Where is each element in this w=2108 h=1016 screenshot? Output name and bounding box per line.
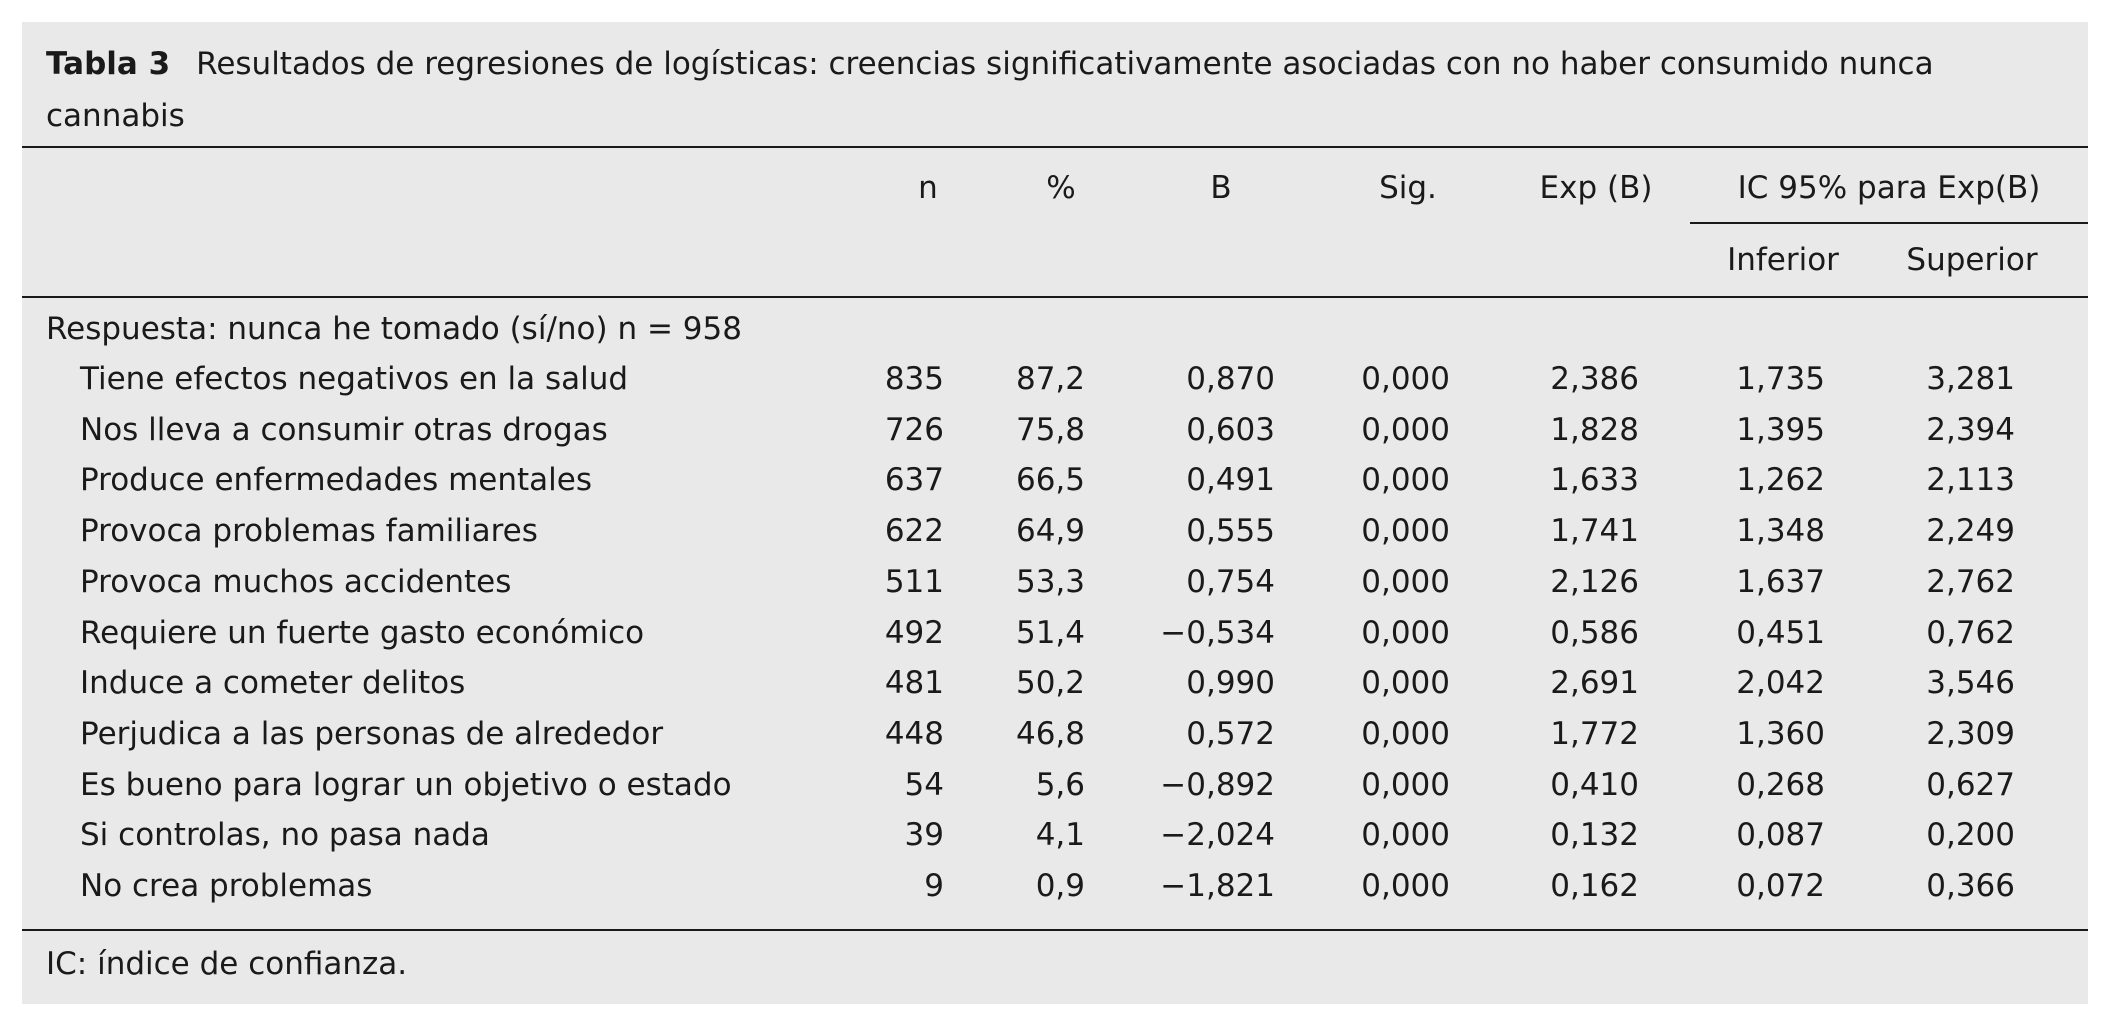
cell-sig: 0,000: [1361, 462, 1450, 498]
cell-b: −1,821: [1160, 868, 1275, 904]
cell-pct: 51,4: [1015, 615, 1085, 651]
cell-b: −2,024: [1160, 817, 1275, 853]
cell-pct: 0,9: [1035, 868, 1085, 904]
cell-ci-low: 0,451: [1736, 615, 1825, 651]
cell-sig: 0,000: [1361, 716, 1450, 752]
cell-ci-low: 1,348: [1736, 513, 1825, 549]
cell-b: 0,572: [1186, 716, 1275, 752]
cell-expb: 0,586: [1550, 615, 1639, 651]
col-header-b: B: [1210, 170, 1232, 206]
cell-n: 9: [924, 868, 944, 904]
cell-ci-high: 0,366: [1926, 868, 2015, 904]
cell-n: 54: [904, 767, 944, 803]
cell-sig: 0,000: [1361, 817, 1450, 853]
cell-b: 0,990: [1186, 665, 1275, 701]
cell-sig: 0,000: [1361, 361, 1450, 397]
cell-ci-low: 0,268: [1736, 767, 1825, 803]
cell-n: 481: [884, 665, 944, 701]
cell-pct: 50,2: [1015, 665, 1085, 701]
cell-pct: 75,8: [1015, 412, 1085, 448]
col-header-pct: %: [1046, 170, 1076, 206]
cell-ci-high: 0,627: [1926, 767, 2015, 803]
table-panel: [22, 22, 2088, 1004]
cell-pct: 46,8: [1015, 716, 1085, 752]
cell-n: 637: [884, 462, 944, 498]
ci-group-rule: [1690, 222, 2088, 224]
row-label: Nos lleva a consumir otras drogas: [80, 412, 608, 448]
col-header-n: n: [918, 170, 938, 206]
cell-b: 0,491: [1186, 462, 1275, 498]
cell-expb: 1,633: [1550, 462, 1639, 498]
cell-n: 511: [884, 564, 944, 600]
cell-b: −0,534: [1160, 615, 1275, 651]
cell-pct: 4,1: [1035, 817, 1085, 853]
cell-expb: 1,772: [1550, 716, 1639, 752]
row-label: Provoca muchos accidentes: [80, 564, 512, 600]
cell-b: 0,870: [1186, 361, 1275, 397]
row-label: Tiene efectos negativos en la salud: [80, 361, 629, 397]
bottom-rule: [22, 929, 2088, 931]
cell-n: 726: [884, 412, 944, 448]
cell-sig: 0,000: [1361, 665, 1450, 701]
cell-sig: 0,000: [1361, 412, 1450, 448]
cell-ci-high: 2,762: [1926, 564, 2015, 600]
cell-expb: 1,828: [1550, 412, 1639, 448]
col-header-ci-low: Inferior: [1727, 242, 1839, 278]
cell-ci-high: 3,546: [1926, 665, 2015, 701]
row-label: No crea problemas: [80, 868, 373, 904]
cell-n: 448: [884, 716, 944, 752]
col-header-ci: IC 95% para Exp(B): [1737, 170, 2041, 206]
cell-sig: 0,000: [1361, 767, 1450, 803]
cell-b: −0,892: [1160, 767, 1275, 803]
cell-ci-low: 1,735: [1736, 361, 1825, 397]
col-header-sig: Sig.: [1379, 170, 1437, 206]
cell-sig: 0,000: [1361, 615, 1450, 651]
cell-sig: 0,000: [1361, 868, 1450, 904]
row-label: Requiere un fuerte gasto económico: [80, 615, 645, 651]
cell-ci-low: 0,072: [1736, 868, 1825, 904]
cell-expb: 2,386: [1550, 361, 1639, 397]
row-label: Si controlas, no pasa nada: [80, 817, 490, 853]
row-label: Perjudica a las personas de alrededor: [80, 716, 664, 752]
cell-ci-high: 2,309: [1926, 716, 2015, 752]
cell-ci-high: 2,394: [1926, 412, 2015, 448]
cell-sig: 0,000: [1361, 564, 1450, 600]
table-caption: [46, 38, 2046, 142]
cell-pct: 87,2: [1015, 361, 1085, 397]
cell-n: 835: [884, 361, 944, 397]
cell-ci-low: 2,042: [1736, 665, 1825, 701]
cell-ci-high: 2,113: [1926, 462, 2015, 498]
cell-ci-low: 1,262: [1736, 462, 1825, 498]
table-title: Resultados de regresiones de logísticas: creencias significativamente asociadas con no haber consumido nunca cannabis: [46, 46, 1934, 134]
cell-expb: 0,162: [1550, 868, 1639, 904]
cell-n: 492: [884, 615, 944, 651]
cell-ci-high: 3,281: [1926, 361, 2015, 397]
row-label: Produce enfermedades mentales: [80, 462, 592, 498]
row-label: Es bueno para lograr un objetivo o estado: [80, 767, 732, 803]
cell-expb: 0,132: [1550, 817, 1639, 853]
col-header-expb: Exp (B): [1539, 170, 1653, 206]
cell-ci-high: 0,762: [1926, 615, 2015, 651]
cell-pct: 53,3: [1015, 564, 1085, 600]
cell-ci-low: 1,395: [1736, 412, 1825, 448]
group-label: Respuesta: nunca he tomado (sí/no) n = 958: [46, 311, 742, 347]
row-label: Induce a cometer delitos: [80, 665, 466, 701]
cell-expb: 0,410: [1550, 767, 1639, 803]
cell-ci-low: 1,637: [1736, 564, 1825, 600]
top-rule: [22, 146, 2088, 148]
cell-n: 622: [884, 513, 944, 549]
cell-pct: 64,9: [1015, 513, 1085, 549]
row-label: Provoca problemas familiares: [80, 513, 538, 549]
cell-ci-high: 2,249: [1926, 513, 2015, 549]
cell-expb: 1,741: [1550, 513, 1639, 549]
cell-ci-low: 1,360: [1736, 716, 1825, 752]
cell-pct: 66,5: [1015, 462, 1085, 498]
cell-ci-low: 0,087: [1736, 817, 1825, 853]
cell-sig: 0,000: [1361, 513, 1450, 549]
cell-ci-high: 0,200: [1926, 817, 2015, 853]
cell-pct: 5,6: [1035, 767, 1085, 803]
cell-b: 0,555: [1186, 513, 1275, 549]
cell-expb: 2,126: [1550, 564, 1639, 600]
table-footnote: IC: índice de confianza.: [46, 946, 408, 982]
table-label: Tabla 3: [46, 46, 171, 82]
cell-expb: 2,691: [1550, 665, 1639, 701]
cell-b: 0,603: [1186, 412, 1275, 448]
cell-n: 39: [904, 817, 944, 853]
col-header-ci-high: Superior: [1906, 242, 2038, 278]
header-rule: [22, 296, 2088, 298]
cell-b: 0,754: [1186, 564, 1275, 600]
